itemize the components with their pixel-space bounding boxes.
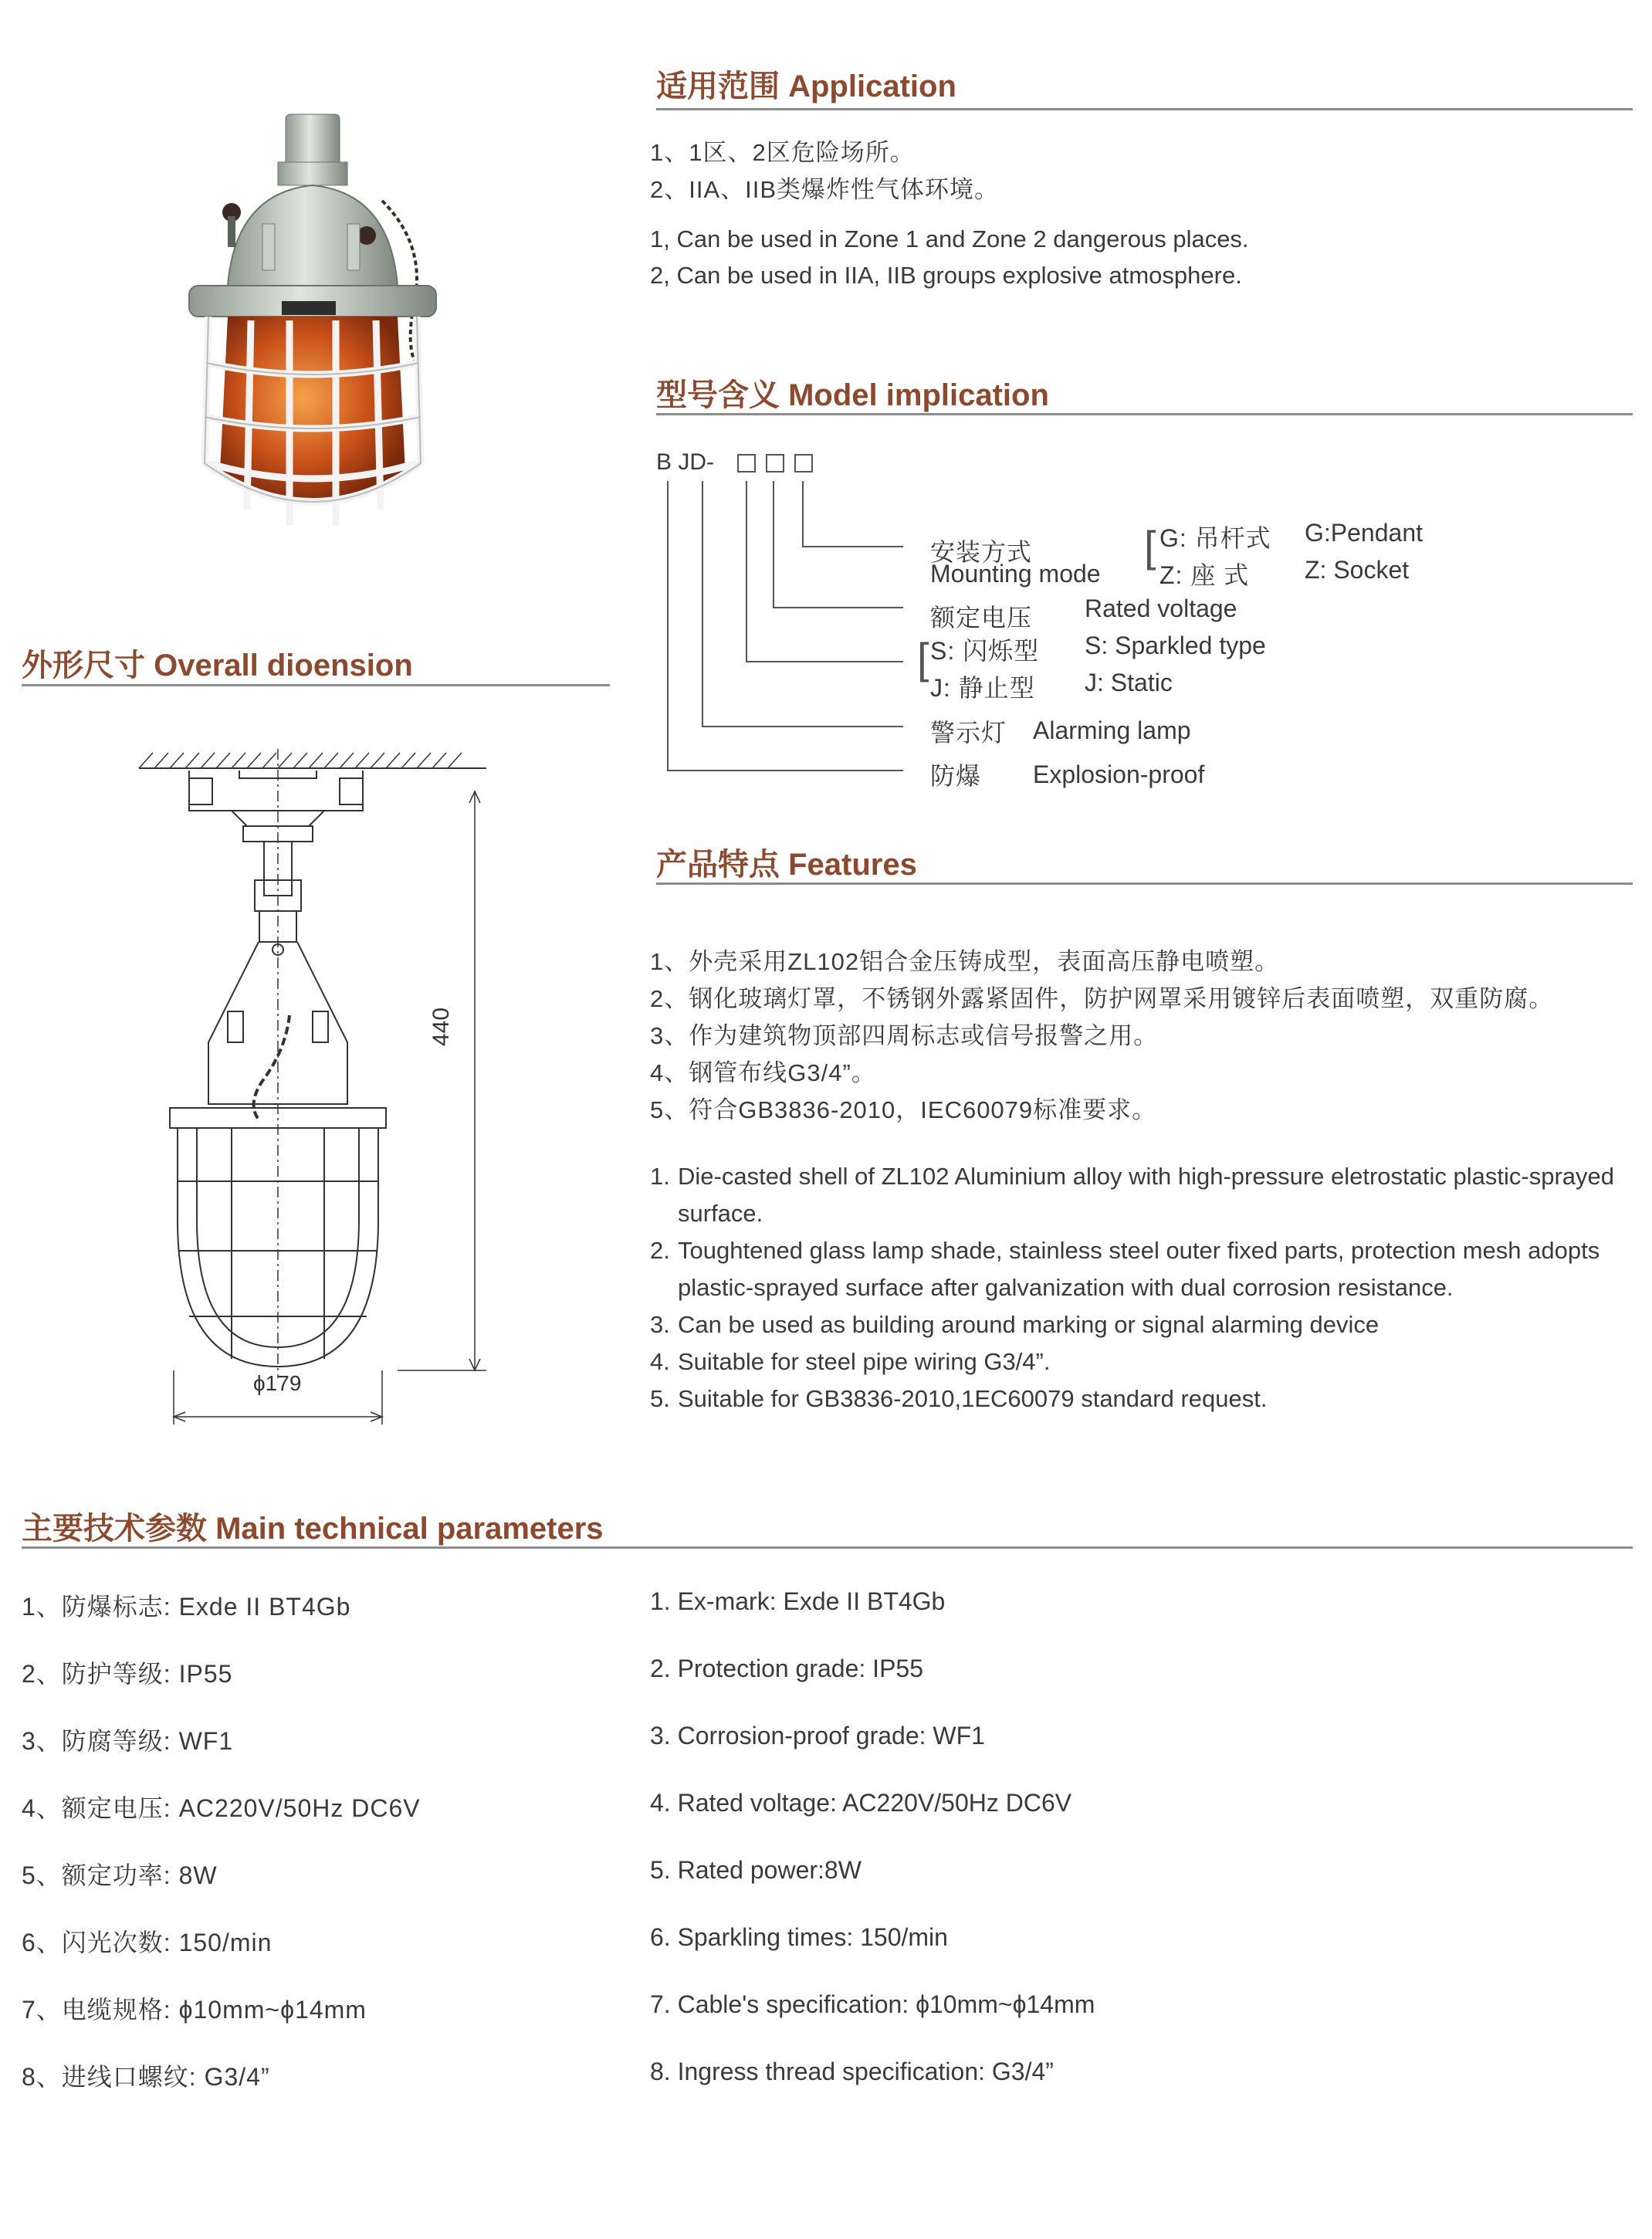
- feature-en-3: [650, 1306, 1638, 1343]
- param-cn-7: 7、电缆规格: ϕ10mm~ϕ14mm: [22, 1996, 367, 2024]
- feature-en-1: [650, 1158, 1638, 1232]
- feature-en-5-num: 5.: [650, 1385, 670, 1412]
- feature-cn-3: 3、作为建筑物顶部四周标志或信号报警之用。: [650, 1022, 1159, 1049]
- alarm-en: Alarming lamp: [1033, 716, 1191, 744]
- product-photo: [174, 108, 459, 556]
- feature-en-4: [650, 1343, 1638, 1380]
- application-divider: [656, 108, 1633, 110]
- params-divider: [22, 1546, 1633, 1549]
- param-en-2: 2. Protection grade: IP55: [650, 1655, 923, 1682]
- feature-cn-5: 5、符合GB3836-2010，IEC60079标准要求。: [650, 1096, 1157, 1123]
- feature-en-3-num: 3.: [650, 1311, 670, 1338]
- option-g-cn: G: 吊杆式: [1159, 524, 1271, 552]
- param-en-3: 3. Corrosion-proof grade: WF1: [650, 1722, 985, 1750]
- param-cn-4: 4、额定电压: AC220V/50Hz DC6V: [22, 1794, 421, 1822]
- model-heading: 型号含义 Model implication: [656, 378, 1049, 412]
- option-z-cn: Z: 座 式: [1159, 561, 1250, 589]
- proof-en: Explosion-proof: [1033, 760, 1205, 788]
- model-divider: [656, 413, 1633, 415]
- option-g-en: G:Pendant: [1305, 519, 1423, 547]
- param-cn-2: 2、防护等级: IP55: [22, 1660, 233, 1688]
- voltage-cn: 额定电压: [930, 604, 1033, 632]
- feature-en-1-text: Die-casted shell of ZL102 Aluminium alloy with high-pressure eletrostatic plastic-sprayed surface.: [678, 1163, 1614, 1227]
- feature-en-4-text: Suitable for steel pipe wiring G3/4”.: [678, 1348, 1051, 1375]
- bracket-sj: [: [917, 634, 929, 683]
- param-cn-5: 5、额定功率: 8W: [22, 1861, 218, 1889]
- features-divider: [656, 882, 1633, 885]
- feature-en-2-num: 2.: [650, 1237, 670, 1264]
- dimension-heading: 外形尺寸 Overall dioension: [22, 649, 413, 683]
- feature-cn-2: 2、钢化玻璃灯罩，不锈钢外露紧固件，防护网罩采用镀锌后表面喷塑，双重防腐。: [650, 985, 1554, 1012]
- alarm-cn: 警示灯: [930, 719, 1007, 747]
- dimension-drawing: [131, 718, 509, 1428]
- param-cn-6: 6、闪光次数: 150/min: [22, 1929, 273, 1956]
- option-j-en: J: Static: [1085, 669, 1173, 696]
- feature-en-2-text: Toughtened glass lamp shade, stainless steel outer fixed parts, protection mesh adopts plastic-sprayed surface after galvanization with dual corrosion resistance.: [678, 1237, 1600, 1301]
- param-en-7: 7. Cable's specification: ϕ10mm~ϕ14mm: [650, 1990, 1095, 2018]
- param-en-4: 4. Rated voltage: AC220V/50Hz DC6V: [650, 1789, 1072, 1817]
- application-line-1: 1、1区、2区危险场所。: [650, 139, 915, 166]
- param-en-6: 6. Sparkling times: 150/min: [650, 1923, 948, 1951]
- feature-en-5: [650, 1380, 1638, 1418]
- model-code-box-3: [794, 454, 813, 473]
- model-code: B JD-: [656, 449, 714, 475]
- param-en-5: 5. Rated power:8W: [650, 1856, 862, 1884]
- option-s-en: S: Sparkled type: [1085, 632, 1266, 659]
- feature-en-3-text: Can be used as building around marking or signal alarming device: [678, 1311, 1379, 1338]
- feature-cn-4: 4、钢管布线G3/4”。: [650, 1059, 876, 1086]
- option-j-cn: J: 静止型: [930, 674, 1035, 702]
- feature-en-5-text: Suitable for GB3836-2010,1EC60079 standard request.: [678, 1385, 1268, 1412]
- param-cn-3: 3、防腐等级: WF1: [22, 1727, 234, 1755]
- feature-en-4-num: 4.: [650, 1348, 670, 1375]
- application-line-2: 2、IIA、IIB类爆炸性气体环境。: [650, 176, 1000, 203]
- application-line-3: 1, Can be used in Zone 1 and Zone 2 dangerous places.: [650, 225, 1249, 252]
- dimension-width-label: ϕ179: [253, 1371, 302, 1395]
- dimension-divider: [22, 684, 610, 686]
- model-code-box-1: [737, 454, 756, 473]
- param-en-1: 1. Ex-mark: Exde II BT4Gb: [650, 1587, 946, 1615]
- params-heading: 主要技术参数 Main technical parameters: [22, 1512, 604, 1546]
- mounting-cn: 安装方式: [930, 538, 1033, 566]
- features-heading: 产品特点 Features: [656, 848, 917, 882]
- model-code-box-2: [766, 454, 784, 473]
- proof-cn: 防爆: [930, 762, 982, 790]
- model-leader-lines: [648, 475, 957, 784]
- param-en-8: 8. Ingress thread specification: G3/4”: [650, 2058, 1054, 2085]
- feature-cn-1: 1、外壳采用ZL102铝合金压铸成型，表面高压静电喷塑。: [650, 948, 1280, 975]
- option-z-en: Z: Socket: [1305, 556, 1410, 584]
- option-s-cn: S: 闪烁型: [930, 637, 1040, 665]
- application-heading: 适用范围 Application: [656, 69, 956, 103]
- application-line-4: 2, Can be used in IIA, IIB groups explosive atmosphere.: [650, 262, 1242, 289]
- feature-en-1-num: 1.: [650, 1163, 670, 1190]
- param-cn-8: 8、进线口螺纹: G3/4”: [22, 2063, 270, 2091]
- voltage-en: Rated voltage: [1085, 594, 1237, 622]
- bracket-gz: [: [1144, 522, 1156, 571]
- mounting-en: Mounting mode: [930, 560, 1101, 588]
- feature-en-2: [650, 1232, 1638, 1306]
- dimension-height-label: 440: [428, 1007, 454, 1046]
- param-cn-1: 1、防爆标志: Exde II BT4Gb: [22, 1593, 351, 1621]
